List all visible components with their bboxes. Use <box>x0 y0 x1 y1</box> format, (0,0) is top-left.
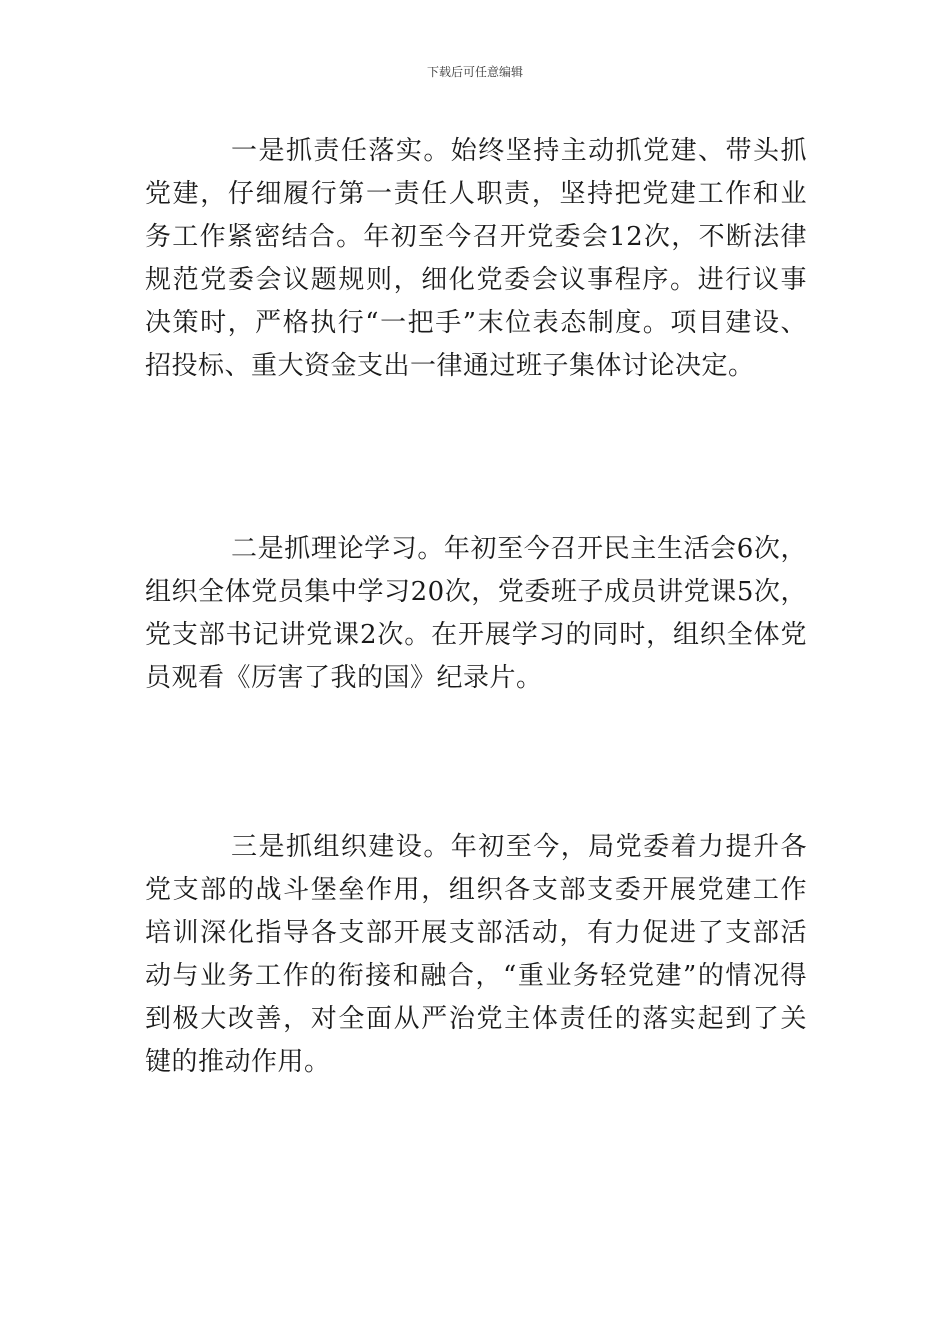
paragraph-responsibility: 一是抓责任落实。始终坚持主动抓党建、带头抓党建，仔细履行第一责任人职责，坚持把党建工作和业务工作紧密结合。年初至今召开党委会12次，不断法律规范党委会议题规则，细化党委会议事程序。进行议事决策时，严格执行“一把手”末位表态制度。项目建设、招投标、重大资金支出一律通过班子集体讨论决定。 <box>145 136 807 381</box>
paragraph-organization: 三是抓组织建设。年初至今，局党委着力提升各党支部的战斗堡垒作用，组织各支部支委开展党建工作培训深化指导各支部开展支部活动，有力促进了支部活动与业务工作的衔接和融合，“重业务轻党建”的情况得到极大改善，对全面从严治党主体责任的落实起到了关键的推动作用。 <box>145 832 807 1077</box>
paragraph-theory-study: 二是抓理论学习。年初至今召开民主生活会6次，组织全体党员集中学习20次，党委班子成员讲党课5次，党支部书记讲党课2次。在开展学习的同时，组织全体党员观看《厉害了我的国》纪录片。 <box>145 534 807 693</box>
header-note: 下载后可任意编辑 <box>426 65 523 79</box>
